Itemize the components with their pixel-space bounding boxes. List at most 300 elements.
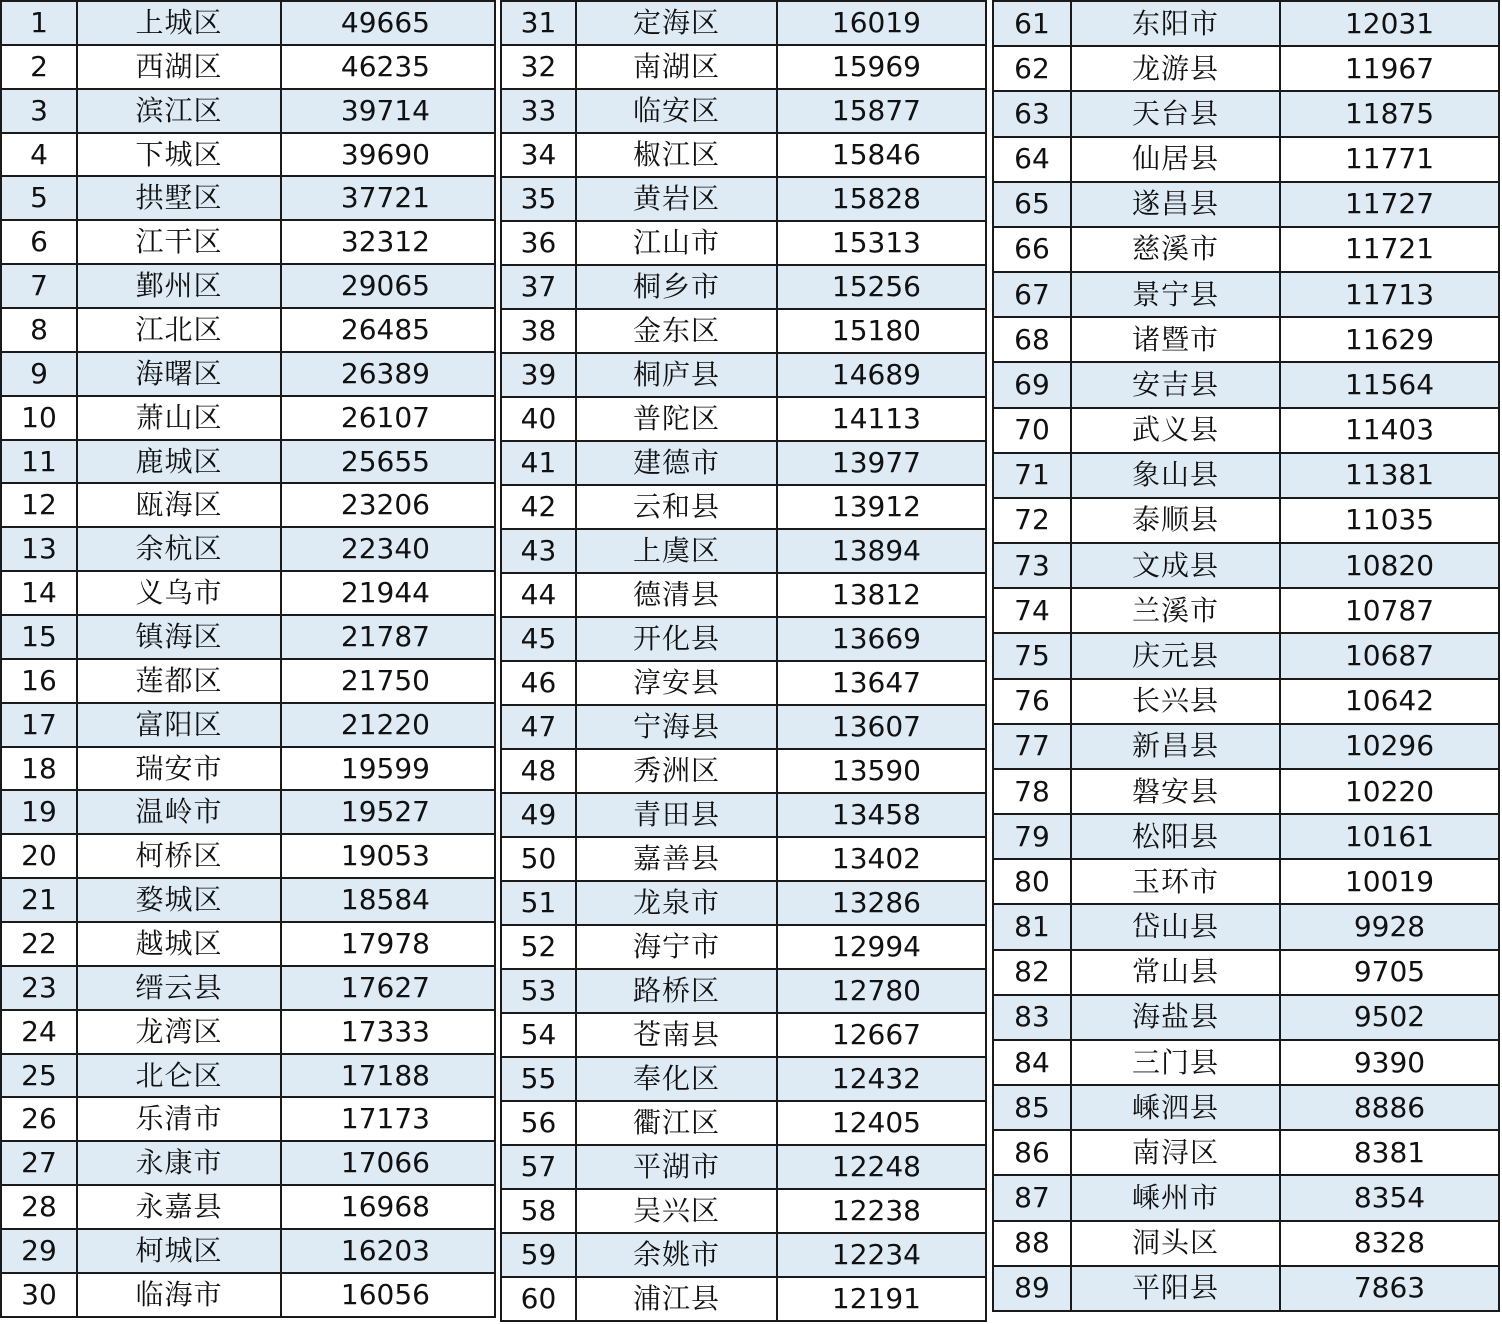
rank-cell: 85 bbox=[993, 1085, 1071, 1130]
rank-cell: 22 bbox=[1, 922, 77, 966]
name-cell: 镇海区 bbox=[77, 615, 281, 659]
rank-cell: 30 bbox=[1, 1273, 77, 1317]
name-cell: 文成县 bbox=[1071, 543, 1280, 588]
name-cell: 金东区 bbox=[576, 309, 777, 353]
rank-cell: 31 bbox=[501, 1, 576, 45]
table-row bbox=[1, 396, 495, 440]
table-row bbox=[1, 1010, 495, 1054]
table-row bbox=[501, 749, 986, 793]
rank-cell: 89 bbox=[993, 1266, 1071, 1311]
rank-cell: 24 bbox=[1, 1010, 77, 1054]
name-cell: 三门县 bbox=[1071, 1040, 1280, 1085]
value-cell: 32312 bbox=[281, 220, 495, 264]
rank-cell: 81 bbox=[993, 904, 1071, 949]
value-cell: 22340 bbox=[281, 527, 495, 571]
table-row bbox=[501, 573, 986, 617]
name-cell: 象山县 bbox=[1071, 453, 1280, 498]
table-row bbox=[993, 814, 1499, 859]
rank-cell: 58 bbox=[501, 1189, 576, 1233]
value-cell: 7863 bbox=[1280, 1266, 1499, 1311]
name-cell: 松阳县 bbox=[1071, 814, 1280, 859]
rank-cell: 87 bbox=[993, 1175, 1071, 1220]
value-cell: 13286 bbox=[777, 881, 986, 925]
rank-cell: 21 bbox=[1, 878, 77, 922]
name-cell: 诸暨市 bbox=[1071, 317, 1280, 362]
value-cell: 12031 bbox=[1280, 1, 1499, 46]
rank-cell: 6 bbox=[1, 220, 77, 264]
name-cell: 义乌市 bbox=[77, 571, 281, 615]
name-cell: 上城区 bbox=[77, 1, 281, 45]
name-cell: 温岭市 bbox=[77, 790, 281, 834]
rank-cell: 49 bbox=[501, 793, 576, 837]
name-cell: 洞头区 bbox=[1071, 1221, 1280, 1266]
name-cell: 瓯海区 bbox=[77, 483, 281, 527]
rank-cell: 39 bbox=[501, 353, 576, 397]
rank-cell: 2 bbox=[1, 45, 77, 89]
name-cell: 滨江区 bbox=[77, 89, 281, 133]
rank-cell: 33 bbox=[501, 89, 576, 133]
rank-cell: 47 bbox=[501, 705, 576, 749]
value-cell: 11403 bbox=[1280, 408, 1499, 453]
rank-cell: 1 bbox=[1, 1, 77, 45]
ranking-table-2 bbox=[500, 0, 987, 1322]
name-cell: 龙湾区 bbox=[77, 1010, 281, 1054]
table-row bbox=[1, 1273, 495, 1317]
rank-cell: 69 bbox=[993, 362, 1071, 407]
value-cell: 14689 bbox=[777, 353, 986, 397]
name-cell: 越城区 bbox=[77, 922, 281, 966]
table-row bbox=[1, 352, 495, 396]
name-cell: 南浔区 bbox=[1071, 1130, 1280, 1175]
rank-cell: 66 bbox=[993, 227, 1071, 272]
rank-cell: 54 bbox=[501, 1013, 576, 1057]
value-cell: 29065 bbox=[281, 264, 495, 308]
table-row bbox=[1, 966, 495, 1010]
table-row bbox=[1, 1054, 495, 1098]
value-cell: 8354 bbox=[1280, 1175, 1499, 1220]
value-cell: 12191 bbox=[777, 1277, 986, 1321]
name-cell: 瑞安市 bbox=[77, 747, 281, 791]
value-cell: 18584 bbox=[281, 878, 495, 922]
table-row bbox=[1, 133, 495, 177]
name-cell: 缙云县 bbox=[77, 966, 281, 1010]
value-cell: 12994 bbox=[777, 925, 986, 969]
value-cell: 12238 bbox=[777, 1189, 986, 1233]
value-cell: 17173 bbox=[281, 1097, 495, 1141]
value-cell: 10820 bbox=[1280, 543, 1499, 588]
name-cell: 上虞区 bbox=[576, 529, 777, 573]
table-row bbox=[993, 950, 1499, 995]
value-cell: 11713 bbox=[1280, 272, 1499, 317]
name-cell: 长兴县 bbox=[1071, 679, 1280, 724]
value-cell: 12780 bbox=[777, 969, 986, 1013]
table-row bbox=[993, 46, 1499, 91]
rank-cell: 18 bbox=[1, 747, 77, 791]
name-cell: 开化县 bbox=[576, 617, 777, 661]
table-row bbox=[501, 969, 986, 1013]
table-row bbox=[1, 1141, 495, 1185]
rank-cell: 13 bbox=[1, 527, 77, 571]
name-cell: 兰溪市 bbox=[1071, 588, 1280, 633]
rank-cell: 40 bbox=[501, 397, 576, 441]
rank-cell: 77 bbox=[993, 724, 1071, 769]
value-cell: 13977 bbox=[777, 441, 986, 485]
ranking-table-panel-1 bbox=[0, 0, 496, 1318]
value-cell: 10642 bbox=[1280, 679, 1499, 724]
rank-cell: 84 bbox=[993, 1040, 1071, 1085]
name-cell: 柯桥区 bbox=[77, 834, 281, 878]
value-cell: 13590 bbox=[777, 749, 986, 793]
value-cell: 11629 bbox=[1280, 317, 1499, 362]
rank-cell: 36 bbox=[501, 221, 576, 265]
name-cell: 乐清市 bbox=[77, 1097, 281, 1141]
name-cell: 海曙区 bbox=[77, 352, 281, 396]
table-row bbox=[993, 904, 1499, 949]
name-cell: 海宁市 bbox=[576, 925, 777, 969]
value-cell: 12248 bbox=[777, 1145, 986, 1189]
value-cell: 12405 bbox=[777, 1101, 986, 1145]
value-cell: 16968 bbox=[281, 1185, 495, 1229]
table-row bbox=[501, 441, 986, 485]
name-cell: 嵊州市 bbox=[1071, 1175, 1280, 1220]
name-cell: 云和县 bbox=[576, 485, 777, 529]
name-cell: 秀洲区 bbox=[576, 749, 777, 793]
rank-cell: 15 bbox=[1, 615, 77, 659]
table-row bbox=[501, 45, 986, 89]
value-cell: 10687 bbox=[1280, 633, 1499, 678]
table-row bbox=[993, 859, 1499, 904]
name-cell: 仙居县 bbox=[1071, 137, 1280, 182]
value-cell: 10019 bbox=[1280, 859, 1499, 904]
rank-cell: 5 bbox=[1, 176, 77, 220]
rank-cell: 88 bbox=[993, 1221, 1071, 1266]
rank-cell: 51 bbox=[501, 881, 576, 925]
table-row bbox=[1, 571, 495, 615]
table-row bbox=[501, 221, 986, 265]
name-cell: 鹿城区 bbox=[77, 440, 281, 484]
table-row bbox=[1, 834, 495, 878]
value-cell: 10787 bbox=[1280, 588, 1499, 633]
value-cell: 13402 bbox=[777, 837, 986, 881]
name-cell: 临海市 bbox=[77, 1273, 281, 1317]
table-row bbox=[1, 1097, 495, 1141]
table-row bbox=[993, 362, 1499, 407]
rank-cell: 82 bbox=[993, 950, 1071, 995]
name-cell: 鄞州区 bbox=[77, 264, 281, 308]
rank-cell: 23 bbox=[1, 966, 77, 1010]
table-row bbox=[1, 527, 495, 571]
table-row bbox=[501, 1, 986, 45]
table-row bbox=[501, 793, 986, 837]
name-cell: 建德市 bbox=[576, 441, 777, 485]
table-row bbox=[993, 769, 1499, 814]
ranking-table-1 bbox=[0, 0, 496, 1318]
table-row bbox=[501, 705, 986, 749]
value-cell: 15969 bbox=[777, 45, 986, 89]
table-row bbox=[993, 408, 1499, 453]
name-cell: 吴兴区 bbox=[576, 1189, 777, 1233]
value-cell: 15180 bbox=[777, 309, 986, 353]
name-cell: 拱墅区 bbox=[77, 176, 281, 220]
rank-cell: 25 bbox=[1, 1054, 77, 1098]
table-row bbox=[501, 1145, 986, 1189]
rank-cell: 11 bbox=[1, 440, 77, 484]
table-row bbox=[501, 485, 986, 529]
value-cell: 11035 bbox=[1280, 498, 1499, 543]
table-row bbox=[501, 1233, 986, 1277]
name-cell: 平湖市 bbox=[576, 1145, 777, 1189]
rank-cell: 56 bbox=[501, 1101, 576, 1145]
rank-cell: 57 bbox=[501, 1145, 576, 1189]
ranking-table-panel-3 bbox=[992, 0, 1500, 1312]
table-row bbox=[501, 1101, 986, 1145]
rank-cell: 14 bbox=[1, 571, 77, 615]
table-row bbox=[993, 995, 1499, 1040]
value-cell: 37721 bbox=[281, 176, 495, 220]
value-cell: 9928 bbox=[1280, 904, 1499, 949]
rank-cell: 29 bbox=[1, 1229, 77, 1273]
value-cell: 11564 bbox=[1280, 362, 1499, 407]
value-cell: 23206 bbox=[281, 483, 495, 527]
value-cell: 15828 bbox=[777, 177, 986, 221]
table-row bbox=[1, 790, 495, 834]
name-cell: 常山县 bbox=[1071, 950, 1280, 995]
table-row bbox=[993, 633, 1499, 678]
value-cell: 17066 bbox=[281, 1141, 495, 1185]
value-cell: 15877 bbox=[777, 89, 986, 133]
value-cell: 12667 bbox=[777, 1013, 986, 1057]
name-cell: 岱山县 bbox=[1071, 904, 1280, 949]
value-cell: 13458 bbox=[777, 793, 986, 837]
table-row bbox=[501, 353, 986, 397]
name-cell: 桐庐县 bbox=[576, 353, 777, 397]
table-row bbox=[1, 483, 495, 527]
table-row bbox=[1, 659, 495, 703]
name-cell: 临安区 bbox=[576, 89, 777, 133]
rank-cell: 63 bbox=[993, 91, 1071, 136]
name-cell: 海盐县 bbox=[1071, 995, 1280, 1040]
value-cell: 13912 bbox=[777, 485, 986, 529]
rank-cell: 53 bbox=[501, 969, 576, 1013]
table-row bbox=[501, 1189, 986, 1233]
value-cell: 25655 bbox=[281, 440, 495, 484]
name-cell: 西湖区 bbox=[77, 45, 281, 89]
table-row bbox=[1, 615, 495, 659]
rank-cell: 74 bbox=[993, 588, 1071, 633]
table-row bbox=[993, 453, 1499, 498]
name-cell: 余杭区 bbox=[77, 527, 281, 571]
table-row bbox=[1, 89, 495, 133]
rank-cell: 65 bbox=[993, 182, 1071, 227]
name-cell: 苍南县 bbox=[576, 1013, 777, 1057]
name-cell: 椒江区 bbox=[576, 133, 777, 177]
name-cell: 景宁县 bbox=[1071, 272, 1280, 317]
table-row bbox=[993, 1266, 1499, 1311]
name-cell: 龙游县 bbox=[1071, 46, 1280, 91]
value-cell: 14113 bbox=[777, 397, 986, 441]
rank-cell: 76 bbox=[993, 679, 1071, 724]
name-cell: 浦江县 bbox=[576, 1277, 777, 1321]
value-cell: 8328 bbox=[1280, 1221, 1499, 1266]
table-row bbox=[1, 264, 495, 308]
value-cell: 11721 bbox=[1280, 227, 1499, 272]
table-row bbox=[501, 661, 986, 705]
rank-cell: 45 bbox=[501, 617, 576, 661]
rank-cell: 35 bbox=[501, 177, 576, 221]
rank-cell: 4 bbox=[1, 133, 77, 177]
rank-cell: 67 bbox=[993, 272, 1071, 317]
table-row bbox=[1, 703, 495, 747]
name-cell: 柯城区 bbox=[77, 1229, 281, 1273]
value-cell: 21787 bbox=[281, 615, 495, 659]
name-cell: 普陀区 bbox=[576, 397, 777, 441]
value-cell: 13607 bbox=[777, 705, 986, 749]
name-cell: 德清县 bbox=[576, 573, 777, 617]
rank-cell: 78 bbox=[993, 769, 1071, 814]
table-row bbox=[1, 878, 495, 922]
value-cell: 21220 bbox=[281, 703, 495, 747]
name-cell: 玉环市 bbox=[1071, 859, 1280, 904]
value-cell: 13669 bbox=[777, 617, 986, 661]
value-cell: 11381 bbox=[1280, 453, 1499, 498]
value-cell: 26485 bbox=[281, 308, 495, 352]
table-row bbox=[993, 1040, 1499, 1085]
name-cell: 遂昌县 bbox=[1071, 182, 1280, 227]
value-cell: 11875 bbox=[1280, 91, 1499, 136]
rank-cell: 19 bbox=[1, 790, 77, 834]
rank-cell: 27 bbox=[1, 1141, 77, 1185]
rank-cell: 34 bbox=[501, 133, 576, 177]
name-cell: 婺城区 bbox=[77, 878, 281, 922]
rank-cell: 60 bbox=[501, 1277, 576, 1321]
table-row bbox=[993, 1, 1499, 46]
rank-cell: 12 bbox=[1, 483, 77, 527]
rank-cell: 42 bbox=[501, 485, 576, 529]
name-cell: 定海区 bbox=[576, 1, 777, 45]
name-cell: 桐乡市 bbox=[576, 265, 777, 309]
rank-cell: 3 bbox=[1, 89, 77, 133]
rank-cell: 17 bbox=[1, 703, 77, 747]
rank-cell: 9 bbox=[1, 352, 77, 396]
value-cell: 11771 bbox=[1280, 137, 1499, 182]
table-row bbox=[1, 176, 495, 220]
rank-cell: 52 bbox=[501, 925, 576, 969]
table-row bbox=[1, 45, 495, 89]
name-cell: 路桥区 bbox=[576, 969, 777, 1013]
name-cell: 龙泉市 bbox=[576, 881, 777, 925]
value-cell: 17188 bbox=[281, 1054, 495, 1098]
table-row bbox=[501, 309, 986, 353]
value-cell: 39690 bbox=[281, 133, 495, 177]
ranking-table-3 bbox=[992, 0, 1500, 1312]
table-row bbox=[993, 137, 1499, 182]
table-row bbox=[993, 227, 1499, 272]
value-cell: 11967 bbox=[1280, 46, 1499, 91]
rank-cell: 16 bbox=[1, 659, 77, 703]
name-cell: 江干区 bbox=[77, 220, 281, 264]
value-cell: 17333 bbox=[281, 1010, 495, 1054]
rank-cell: 50 bbox=[501, 837, 576, 881]
table-row bbox=[993, 1130, 1499, 1175]
value-cell: 49665 bbox=[281, 1, 495, 45]
value-cell: 21944 bbox=[281, 571, 495, 615]
rank-cell: 68 bbox=[993, 317, 1071, 362]
name-cell: 江山市 bbox=[576, 221, 777, 265]
name-cell: 永康市 bbox=[77, 1141, 281, 1185]
value-cell: 12234 bbox=[777, 1233, 986, 1277]
rank-cell: 71 bbox=[993, 453, 1071, 498]
name-cell: 江北区 bbox=[77, 308, 281, 352]
table-row bbox=[501, 1057, 986, 1101]
table-row bbox=[1, 1, 495, 45]
table-row bbox=[1, 440, 495, 484]
name-cell: 衢江区 bbox=[576, 1101, 777, 1145]
table-row bbox=[1, 747, 495, 791]
name-cell: 嘉善县 bbox=[576, 837, 777, 881]
name-cell: 嵊泗县 bbox=[1071, 1085, 1280, 1130]
table-row bbox=[501, 881, 986, 925]
rank-cell: 79 bbox=[993, 814, 1071, 859]
value-cell: 19599 bbox=[281, 747, 495, 791]
table-row bbox=[501, 1277, 986, 1321]
rank-cell: 62 bbox=[993, 46, 1071, 91]
table-row bbox=[993, 724, 1499, 769]
ranking-table-3-body bbox=[993, 1, 1499, 1311]
value-cell: 13647 bbox=[777, 661, 986, 705]
value-cell: 26107 bbox=[281, 396, 495, 440]
value-cell: 21750 bbox=[281, 659, 495, 703]
table-row bbox=[993, 182, 1499, 227]
value-cell: 12432 bbox=[777, 1057, 986, 1101]
rank-cell: 83 bbox=[993, 995, 1071, 1040]
value-cell: 10161 bbox=[1280, 814, 1499, 859]
rank-cell: 70 bbox=[993, 408, 1071, 453]
name-cell: 萧山区 bbox=[77, 396, 281, 440]
table-row bbox=[1, 1185, 495, 1229]
rank-cell: 46 bbox=[501, 661, 576, 705]
value-cell: 9705 bbox=[1280, 950, 1499, 995]
name-cell: 奉化区 bbox=[576, 1057, 777, 1101]
table-row bbox=[993, 1085, 1499, 1130]
value-cell: 8886 bbox=[1280, 1085, 1499, 1130]
value-cell: 15313 bbox=[777, 221, 986, 265]
rank-cell: 7 bbox=[1, 264, 77, 308]
ranking-table-panel-2 bbox=[500, 0, 987, 1322]
rank-cell: 43 bbox=[501, 529, 576, 573]
rank-cell: 44 bbox=[501, 573, 576, 617]
table-row bbox=[501, 925, 986, 969]
table-row bbox=[501, 617, 986, 661]
name-cell: 磐安县 bbox=[1071, 769, 1280, 814]
table-row bbox=[1, 220, 495, 264]
name-cell: 泰顺县 bbox=[1071, 498, 1280, 543]
table-row bbox=[1, 308, 495, 352]
rank-cell: 86 bbox=[993, 1130, 1071, 1175]
value-cell: 17978 bbox=[281, 922, 495, 966]
name-cell: 黄岩区 bbox=[576, 177, 777, 221]
value-cell: 46235 bbox=[281, 45, 495, 89]
table-row bbox=[993, 272, 1499, 317]
rank-cell: 80 bbox=[993, 859, 1071, 904]
table-row bbox=[501, 837, 986, 881]
table-row bbox=[993, 91, 1499, 136]
rank-cell: 48 bbox=[501, 749, 576, 793]
name-cell: 下城区 bbox=[77, 133, 281, 177]
name-cell: 慈溪市 bbox=[1071, 227, 1280, 272]
rank-cell: 75 bbox=[993, 633, 1071, 678]
table-row bbox=[993, 498, 1499, 543]
value-cell: 16203 bbox=[281, 1229, 495, 1273]
